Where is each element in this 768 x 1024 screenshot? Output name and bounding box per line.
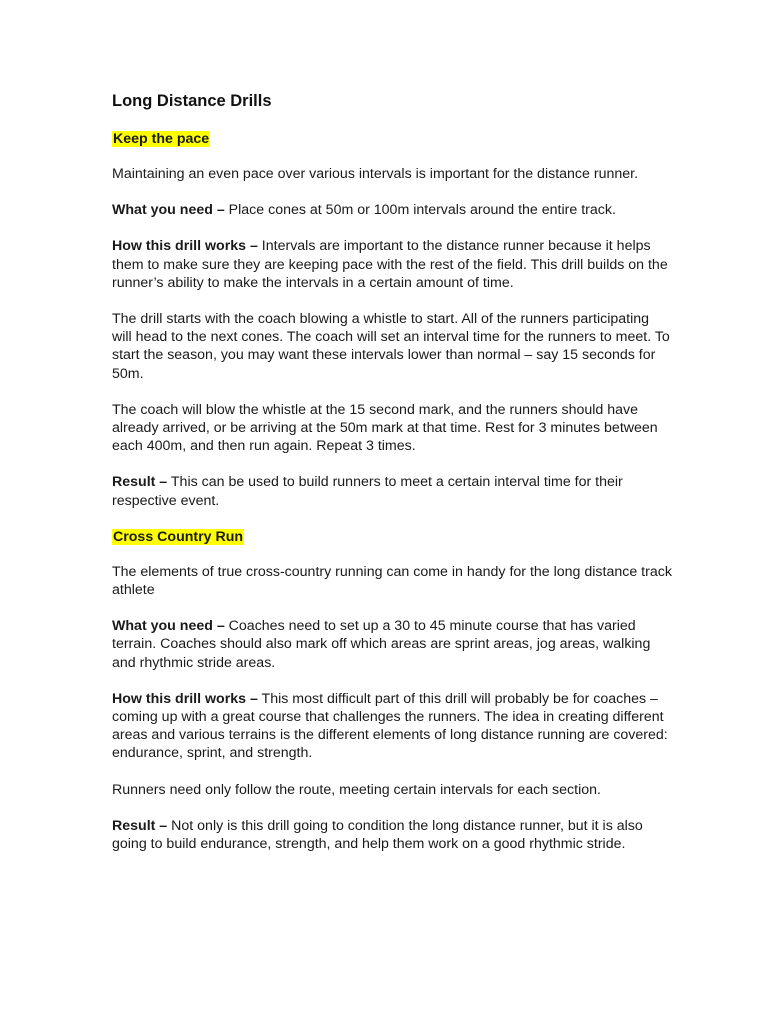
section-heading: [112, 528, 672, 546]
how-drill-works-label: How this drill works –: [112, 690, 258, 707]
how-drill-works-text: Intervals are important to the distance runner because it helps them to make sure they are keeping pace with the rest of the field. This drill builds on the runner’s ability to make the intervals in a certain amount of time.: [112, 238, 668, 291]
what-you-need-label: What you need –: [112, 618, 225, 635]
how-drill-works-paragraph: [112, 690, 672, 763]
body-paragraph: Runners need only follow the route, meeting certain intervals for each section.: [112, 781, 601, 798]
section-cross-country-run: [112, 528, 672, 853]
document-page: [112, 90, 672, 871]
section-intro: Maintaining an even pace over various intervals is important for the distance runner.: [112, 166, 639, 182]
document-title: Long Distance Drills: [112, 92, 272, 110]
what-you-need-text: Coaches need to set up a 30 to 45 minute course that has varied terrain. Coaches should also mark off which areas are sprint areas, jog areas, walking and rhythmic stride areas.: [112, 618, 651, 671]
result-label: Result –: [112, 817, 168, 834]
result-text: Not only is this drill going to condition the long distance runner, but it is also going to build endurance, strength, and help them work on a good rhythmic stride.: [112, 817, 643, 853]
how-drill-works-paragraph: [112, 237, 672, 292]
result-paragraph: [112, 473, 672, 509]
section-heading: [112, 130, 672, 148]
what-you-need-text: Place cones at 50m or 100m intervals around the entire track.: [224, 202, 616, 219]
body-paragraph: The coach will blow the whistle at the 15 second mark, and the runners should have already arrived, or be arriving at the 50m mark at that time. Rest for 3 minutes between each 400m, and then run again. Repeat 3 times.: [112, 401, 658, 455]
result-paragraph: [112, 817, 672, 853]
what-you-need-paragraph: [112, 201, 672, 219]
result-label: Result –: [112, 474, 168, 491]
result-text: This can be used to build runners to meet a certain interval time for their respective event.: [112, 474, 623, 509]
body-paragraph: The drill starts with the coach blowing a whistle to start. All of the runners participating will head to the next cones. The coach will set an interval time for the runners to meet. To start the season, you may want these intervals lower than normal – say 15 seconds for 50m.: [112, 311, 670, 382]
section-intro: The elements of true cross-country running can come in handy for the long distance track athlete: [112, 563, 672, 599]
highlighted-heading-text: Cross Country Run: [113, 528, 244, 545]
what-you-need-label: What you need –: [112, 202, 225, 219]
highlighted-heading-text: Keep the pace: [113, 131, 210, 147]
how-drill-works-label: How this drill works –: [112, 238, 258, 255]
section-keep-the-pace: [112, 130, 672, 510]
what-you-need-paragraph: [112, 617, 672, 672]
how-drill-works-text: This most difficult part of this drill will probably be for coaches – coming up with a great course that challenges the runners. The idea in creating different areas and various terrains is the different elements of long distance running are covered: endurance, sprint, and strength.: [112, 690, 668, 762]
